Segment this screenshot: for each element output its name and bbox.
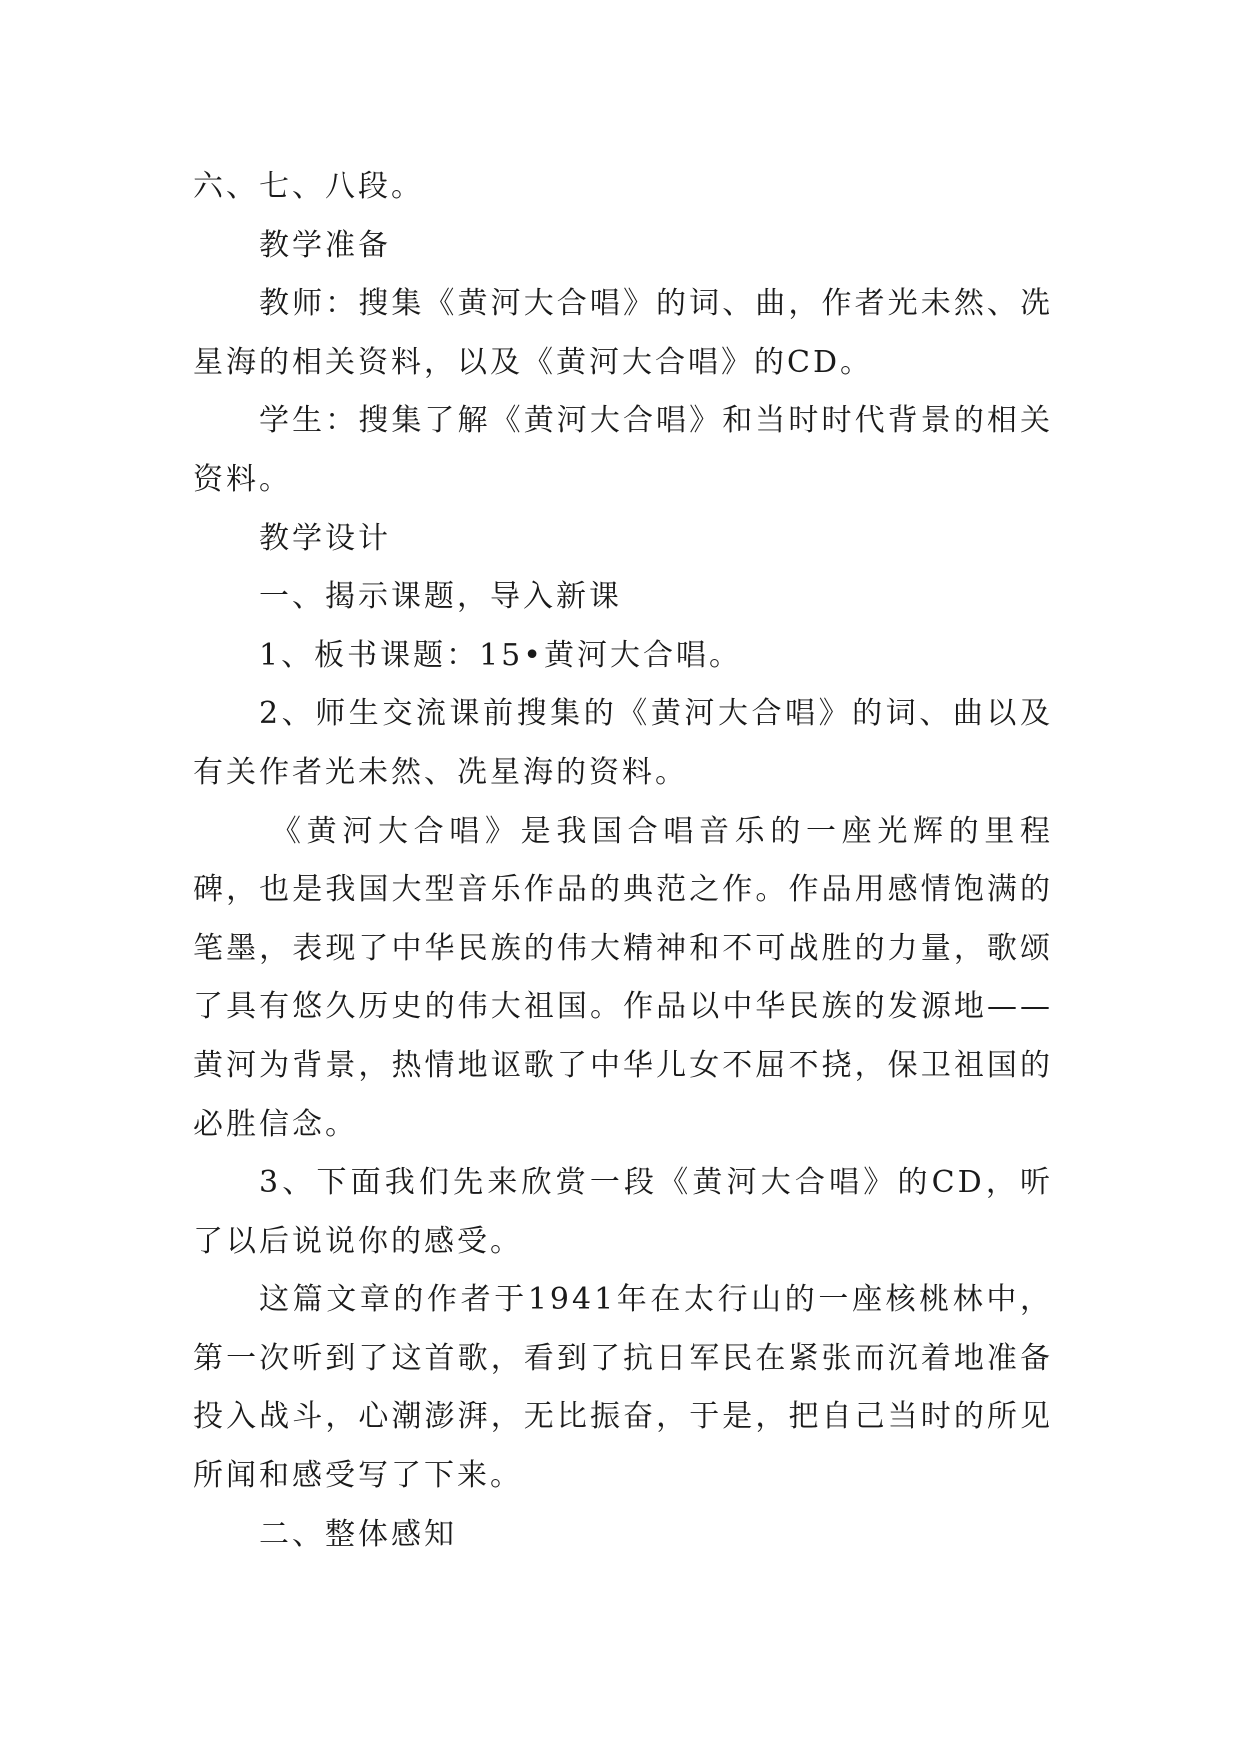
paragraph-step-1: 1、板书课题：15•黄河大合唱。 xyxy=(259,637,742,673)
paragraph-continuation: 六、七、八段。 xyxy=(193,169,424,204)
heading-teaching-preparation: 教学准备 xyxy=(259,227,391,263)
heading-teaching-design: 教学设计 xyxy=(259,520,391,556)
paragraph-step-2: 2、师生交流课前搜集的《黄河大合唱》的词、曲以及有关作者光未然、冼星海的资料。 xyxy=(193,696,1053,790)
paragraph-teacher-preparation: 教师：搜集《黄河大合唱》的词、曲，作者光未然、冼星海的相关资料，以及《黄河大合唱》的CD。 xyxy=(193,286,1053,380)
paragraph-step-3: 3、下面我们先来欣赏一段《黄河大合唱》的CD，听了以后说说你的感受。 xyxy=(193,1165,1053,1259)
heading-section-two: 二、整体感知 xyxy=(259,1516,457,1552)
heading-section-one: 一、揭示课题，导入新课 xyxy=(259,579,622,615)
paragraph-work-introduction: 《黄河大合唱》是我国合唱音乐的一座光辉的里程碑，也是我国大型音乐作品的典范之作。作品用感情饱满的笔墨，表现了中华民族的伟大精神和不可战胜的力量，歌颂了具有悠久历史的伟大祖国。作品以中华民族的发源地——黄河为背景，热情地讴歌了中华儿女不屈不挠，保卫祖国的必胜信念。 xyxy=(193,813,1053,1142)
paragraph-author-story: 这篇文章的作者于1941年在太行山的一座核桃林中，第一次听到了这首歌，看到了抗日军民在紧张而沉着地准备投入战斗，心潮澎湃，无比振奋，于是，把自己当时的所见所闻和感受写了下来。 xyxy=(193,1282,1053,1494)
paragraph-student-preparation: 学生：搜集了解《黄河大合唱》和当时时代背景的相关资料。 xyxy=(193,403,1053,497)
document-body xyxy=(193,158,1053,1564)
